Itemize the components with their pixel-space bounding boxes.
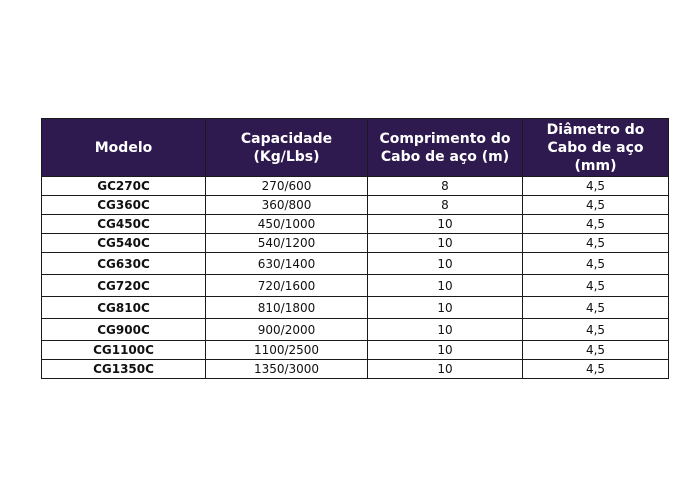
cell-capacity: 900/2000 [206, 319, 368, 341]
cell-model: CG450C [42, 215, 206, 234]
table-row [42, 177, 669, 196]
table-row [42, 253, 669, 275]
cell-model: CG540C [42, 234, 206, 253]
header-diameter-line2: Cabo de aço [547, 139, 644, 156]
header-model-label: Modelo [94, 139, 153, 156]
cell-diameter: 4,5 [523, 341, 669, 360]
header-row [42, 119, 669, 177]
header-diameter [523, 119, 669, 177]
table-row [42, 234, 669, 253]
cell-capacity: 540/1200 [206, 234, 368, 253]
cell-capacity: 270/600 [206, 177, 368, 196]
cell-model: CG1350C [42, 360, 206, 379]
header-capacity-line1: Capacidade [240, 130, 333, 147]
cell-model: CG900C [42, 319, 206, 341]
cell-length: 10 [368, 234, 523, 253]
cell-capacity: 450/1000 [206, 215, 368, 234]
cell-length: 10 [368, 297, 523, 319]
cell-length: 10 [368, 253, 523, 275]
cell-length: 10 [368, 275, 523, 297]
cell-diameter: 4,5 [523, 234, 669, 253]
table-row [42, 297, 669, 319]
cell-diameter: 4,5 [523, 196, 669, 215]
cell-length: 10 [368, 360, 523, 379]
spec-table [41, 118, 669, 379]
cell-diameter: 4,5 [523, 253, 669, 275]
table-row [42, 341, 669, 360]
cell-capacity: 1350/3000 [206, 360, 368, 379]
cell-diameter: 4,5 [523, 360, 669, 379]
cell-length: 10 [368, 215, 523, 234]
header-model [42, 119, 206, 177]
cell-capacity: 720/1600 [206, 275, 368, 297]
cell-length: 8 [368, 177, 523, 196]
table-row [42, 215, 669, 234]
cell-model: CG630C [42, 253, 206, 275]
header-diameter-line3: (mm) [574, 157, 617, 174]
cell-capacity: 630/1400 [206, 253, 368, 275]
cell-model: CG1100C [42, 341, 206, 360]
cell-model: GC270C [42, 177, 206, 196]
cell-diameter: 4,5 [523, 319, 669, 341]
table-row [42, 275, 669, 297]
cell-length: 10 [368, 341, 523, 360]
cell-capacity: 810/1800 [206, 297, 368, 319]
header-capacity [206, 119, 368, 177]
cell-model: CG810C [42, 297, 206, 319]
cell-diameter: 4,5 [523, 275, 669, 297]
cell-diameter: 4,5 [523, 215, 669, 234]
cell-diameter: 4,5 [523, 297, 669, 319]
header-length [368, 119, 523, 177]
cell-length: 10 [368, 319, 523, 341]
cell-diameter: 4,5 [523, 177, 669, 196]
cell-capacity: 360/800 [206, 196, 368, 215]
cell-length: 8 [368, 196, 523, 215]
header-length-line2: Cabo de aço (m) [380, 148, 510, 165]
table-row [42, 360, 669, 379]
cell-capacity: 1100/2500 [206, 341, 368, 360]
table-row [42, 196, 669, 215]
header-capacity-line2: (Kg/Lbs) [253, 148, 320, 165]
table-row [42, 319, 669, 341]
header-length-line1: Comprimento do [379, 130, 511, 147]
cell-model: CG360C [42, 196, 206, 215]
header-diameter-line1: Diâmetro do [546, 121, 645, 138]
cell-model: CG720C [42, 275, 206, 297]
